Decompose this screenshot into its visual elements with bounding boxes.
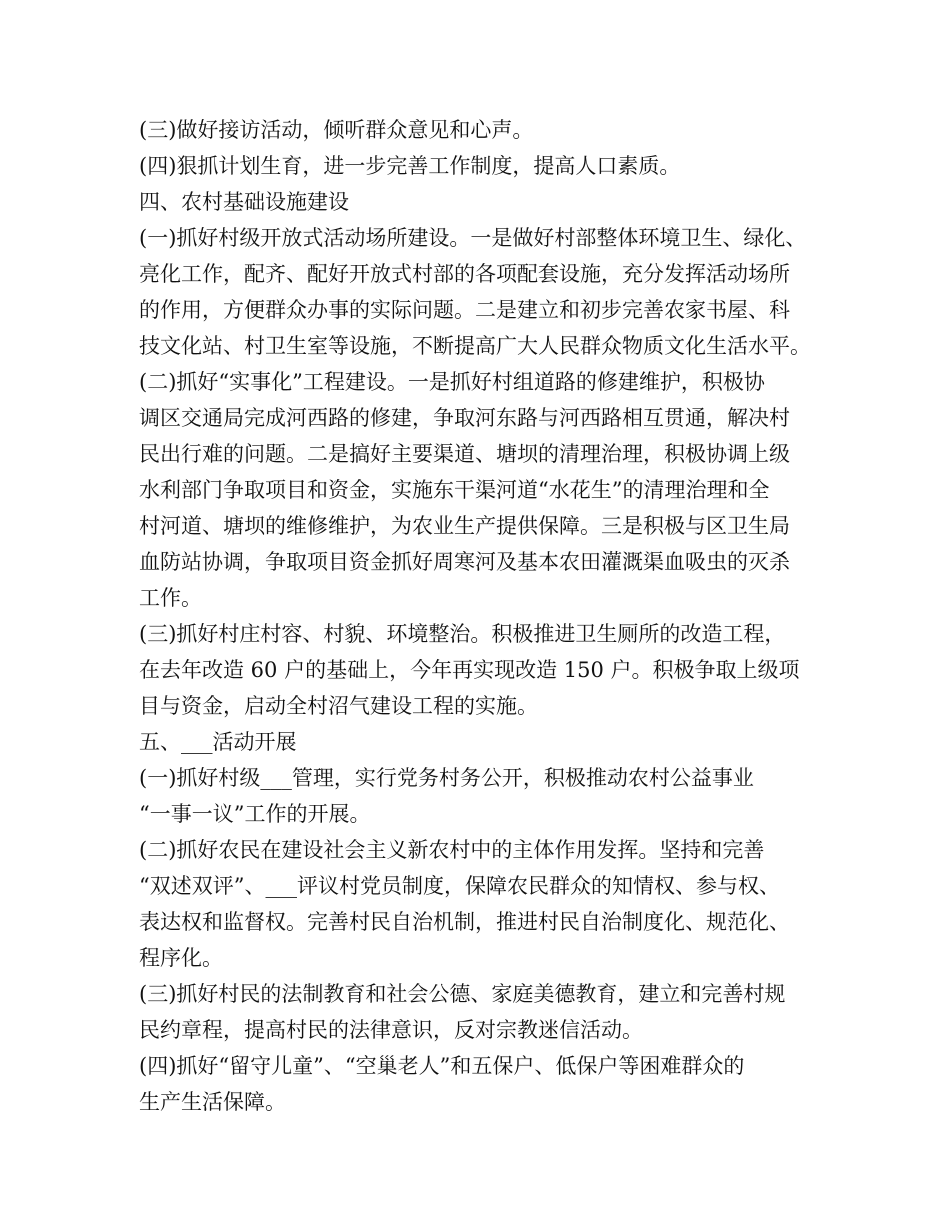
text-line: 目与资金，启动全村沼气建设工程的实施。 <box>139 694 538 718</box>
text-line: 技文化站、村卫生室等设施，不断提高广大人民群众物质文化生活水平。 <box>139 334 811 358</box>
text-line: (一)抓好村级开放式活动场所建设。一是做好村部整体环境卫生、绿化、 <box>139 226 807 250</box>
text-line: (二)抓好农民在建设社会主义新农村中的主体作用发挥。坚持和完善 <box>139 838 765 862</box>
text-line: 的作用，方便群众办事的实际问题。二是建立和初步完善农家书屋、科 <box>139 298 790 322</box>
text-line: 调区交通局完成河西路的修建，争取河东路与河西路相互贯通，解决村 <box>139 406 790 430</box>
text-line: 村河道、塘坝的维修维护，为农业生产提供保障。三是积极与区卫生局 <box>139 514 790 538</box>
text-line: 水利部门争取项目和资金，实施东干渠河道“水花生”的清理治理和全 <box>139 478 770 502</box>
text-line: 程序化。 <box>139 946 223 970</box>
text-line: 工作。 <box>139 586 202 610</box>
text-line: “一事一议”工作的开展。 <box>139 802 371 826</box>
text-line: 表达权和监督权。完善村民自治机制，推进村民自治制度化、规范化、 <box>139 910 790 934</box>
text-line: 民出行难的问题。二是搞好主要渠道、塘坝的清理治理，积极协调上级 <box>139 442 790 466</box>
text-line: “双述双评”、___评议村党员制度，保障农民群众的知情权、参与权、 <box>139 874 780 898</box>
text-line: (二)抓好“实事化”工程建设。一是抓好村组道路的修建维护，积极协 <box>139 370 765 394</box>
text-line: 生产生活保障。 <box>139 1090 286 1114</box>
section-heading: 五、___活动开展 <box>139 730 297 754</box>
text-line: (一)抓好村级___管理，实行党务村务公开，积极推动农村公益事业 <box>139 766 754 790</box>
text-line: 在去年改造 60 户的基础上，今年再实现改造 150 户。积极争取上级项 <box>139 658 800 682</box>
section-heading: 四、农村基础设施建设 <box>139 190 349 214</box>
text-line: (四)狠抓计划生育，进一步完善工作制度，提高人口素质。 <box>139 154 681 178</box>
text-line: 亮化工作，配齐、配好开放式村部的各项配套设施，充分发挥活动场所 <box>139 262 790 286</box>
text-line: (三)做好接访活动，倾听群众意见和心声。 <box>139 118 534 142</box>
document-body <box>139 112 829 1120</box>
text-line: (四)抓好“留守儿童”、“空巢老人”和五保户、低保户等困难群众的 <box>139 1054 745 1078</box>
text-line: (三)抓好村民的法制教育和社会公德、家庭美德教育，建立和完善村规 <box>139 982 786 1006</box>
text-line: 民约章程，提高村民的法律意识，反对宗教迷信活动。 <box>139 1018 643 1042</box>
text-line: 血防站协调，争取项目资金抓好周寒河及基本农田灌溉渠血吸虫的灭杀 <box>139 550 790 574</box>
text-line: (三)抓好村庄村容、村貌、环境整治。积极推进卫生厕所的改造工程， <box>139 622 786 646</box>
